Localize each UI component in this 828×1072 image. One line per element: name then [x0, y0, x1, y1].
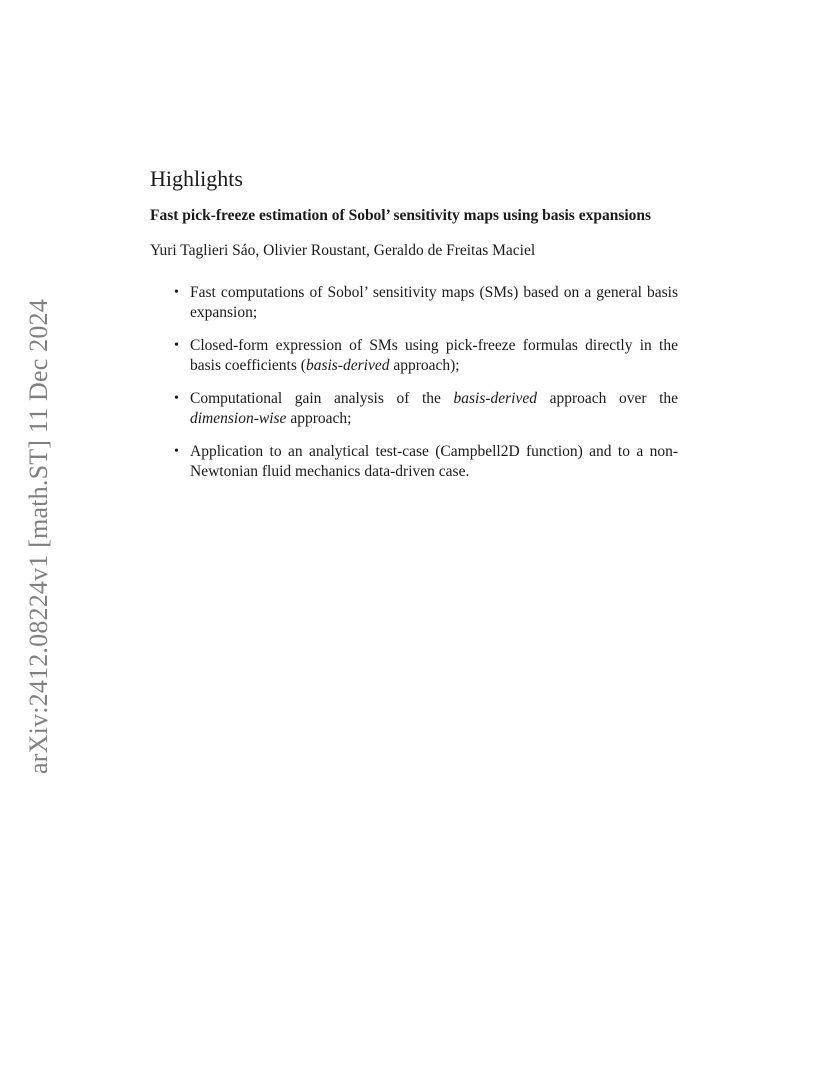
- bullet-icon: •: [174, 444, 179, 459]
- bullet-icon: •: [174, 391, 179, 406]
- bullet-icon: •: [174, 285, 179, 300]
- highlight-text: Computational gain analysis of the basis-derived approach over the dimension-wise approach;: [190, 390, 679, 427]
- arxiv-side-stamp: [19, 270, 59, 774]
- emphasis-term: basis-derived: [453, 390, 537, 407]
- author-list: Yuri Taglieri Sáo, Olivier Roustant, Geraldo de Freitas Maciel: [150, 242, 536, 259]
- section-heading: Highlights: [150, 166, 243, 191]
- emphasis-term: basis-derived: [305, 357, 390, 374]
- emphasis-term: dimension-wise: [190, 410, 287, 427]
- highlight-text: Application to an analytical test-case (Campbell2D function) and to a non-Newtonian fluid mechanics data-driven case.: [190, 443, 678, 480]
- highlight-item: [150, 389, 678, 429]
- highlight-item: [150, 442, 678, 482]
- highlights-list: [150, 283, 678, 482]
- highlight-item: [150, 336, 678, 376]
- paper-title: Fast pick-freeze estimation of Sobol’ sensitivity maps using basis expansions: [150, 207, 652, 224]
- highlight-item: [150, 283, 678, 323]
- highlights-section: [150, 164, 678, 495]
- bullet-icon: •: [174, 338, 179, 353]
- highlight-text: Closed-form expression of SMs using pick-freeze formulas directly in the basis coefficients (basis-derived approach);: [190, 337, 678, 374]
- arxiv-identifier: arXiv:2412.08224v1 [math.ST] 11 Dec 2024: [24, 299, 53, 774]
- highlight-text: Fast computations of Sobol’ sensitivity maps (SMs) based on a general basis expansion;: [190, 284, 678, 321]
